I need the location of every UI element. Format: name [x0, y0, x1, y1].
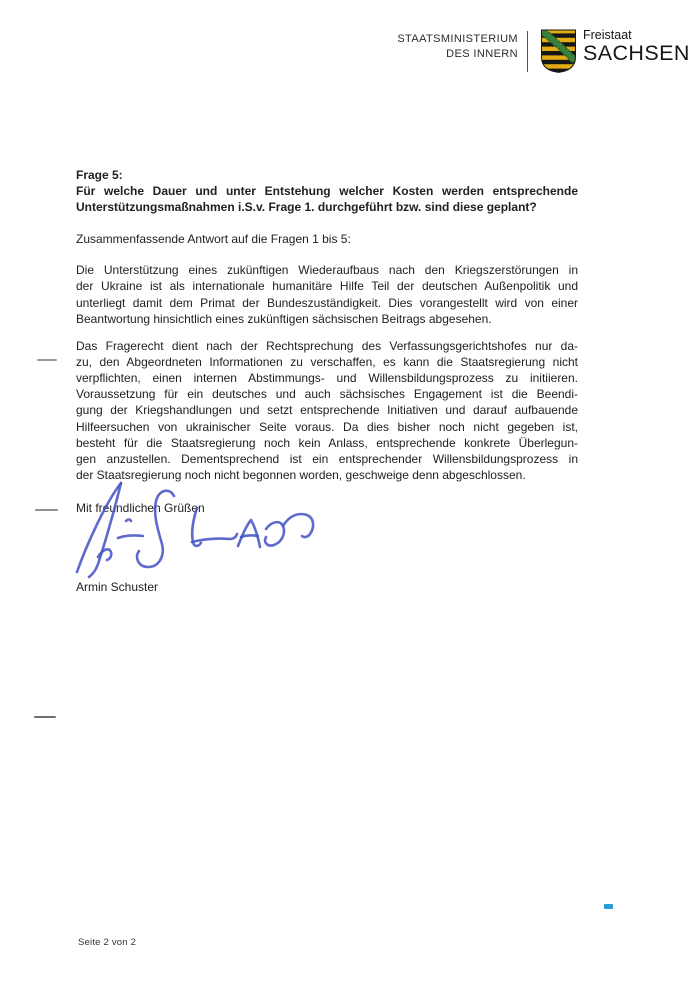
letterhead	[0, 0, 700, 90]
paragraph-line: Voraussetzung für ein deutsches und auch sächsisches Engagement ist die Beendi-	[76, 387, 578, 402]
paragraph-line: Die Unterstützung eines zukünftigen Wiederaufbaus nach den Kriegszerstörungen in	[76, 263, 578, 278]
state-name-large: SACHSEN	[583, 41, 690, 65]
blue-highlight-dash	[604, 904, 613, 909]
paragraph-line: Beantwortung hinsichtlich eines zukünftigen sächsischen Beitrags abgesehen.	[76, 311, 492, 326]
fold-mark	[35, 509, 58, 511]
paragraph-line: Das Fragerecht dient nach der Rechtsprechung des Verfassungsgerichtshofes nur da-	[76, 338, 578, 353]
state-name-small: Freistaat	[583, 28, 632, 42]
paragraph-line: der Ukraine ist als internationale humanitäre Hilfe Teil der deutschen Außenpolitik und	[76, 279, 578, 294]
saxony-coat-of-arms-icon	[540, 29, 577, 78]
page-indicator: Seite 2 von 2	[78, 937, 137, 948]
paragraph-line: zu, den Abgeordneten Informationen zu verschaffen, es kann die Staatsregierung nicht	[76, 354, 578, 369]
handwritten-signature	[70, 470, 350, 585]
question-text-line: Für welche Dauer und unter Entstehung welcher Kosten werden entsprechende	[76, 184, 578, 199]
answer-intro: Zusammenfassende Antwort auf die Fragen 1 bis 5:	[76, 232, 351, 246]
header-divider	[527, 31, 528, 72]
paragraph-line: gen anzustellen. Dementsprechend ist ein entsprechender Willensbildungsprozess in	[76, 452, 578, 467]
ministry-line2: DES INNERN	[446, 47, 518, 60]
closing-salutation: Mit freundlichen Grüßen	[76, 501, 205, 516]
paragraph-line: besteht für die Staatsregierung noch kein Anlass, entsprechende konkrete Überlegun-	[76, 435, 578, 450]
question-text-line: Unterstützungsmaßnahmen i.S.v. Frage 1. durchgeführt bzw. sind diese geplant?	[76, 200, 537, 215]
paragraph-line: der Staatsregierung noch nicht begonnen worden, geschweige denn abgeschlossen.	[76, 468, 526, 483]
paragraph-line: unterliegt damit dem Primat der Bundeszuständigkeit. Dies vorangestellt wird von einer	[76, 295, 578, 310]
question-label: Frage 5:	[76, 168, 123, 182]
answer-paragraph-2	[76, 338, 578, 484]
fold-mark	[37, 359, 57, 361]
question-5-block	[76, 167, 578, 216]
paragraph-line: Hilfeersuchen von ukrainischer Seite voraus. Da dies bisher noch nicht gegeben ist,	[76, 419, 578, 434]
paragraph-line: gung der Kriegshandlungen und setzt entsprechende Initiativen und darauf aufbauende	[76, 403, 578, 418]
ministry-name	[397, 32, 518, 61]
paragraph-line: verpflichten, einen internen Abstimmungs- und Willensbildungsprozess zu initiieren.	[76, 371, 578, 386]
fold-mark	[34, 716, 56, 718]
ministry-line1: STAATSMINISTERIUM	[397, 33, 518, 45]
answer-paragraph-1	[76, 262, 578, 327]
state-wordmark	[583, 29, 690, 64]
signer-name: Armin Schuster	[76, 580, 159, 595]
